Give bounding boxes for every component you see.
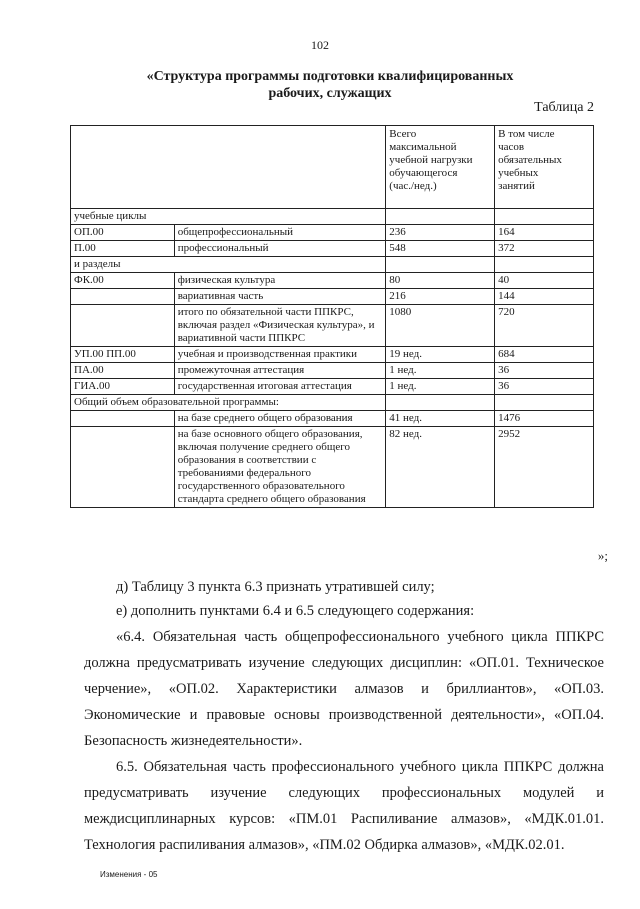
mandatory-cell: 36 [495, 363, 594, 379]
table-row [71, 379, 594, 395]
table-row [71, 395, 594, 411]
table-row [71, 363, 594, 379]
mandatory-cell [495, 257, 594, 273]
code-cell: ФК.00 [71, 273, 175, 289]
header-total-load-line: учебной нагрузки [389, 154, 473, 166]
table-row [71, 241, 594, 257]
name-cell: промежуточная аттестация [174, 363, 386, 379]
code-cell: ОП.00 [71, 225, 175, 241]
header-mandatory-hours-line: занятий [498, 180, 535, 192]
name-cell: физическая культура [174, 273, 386, 289]
code-cell [71, 427, 175, 508]
header-mandatory-hours [495, 126, 594, 209]
section-label-cell: Общий объем образовательной программы: [71, 395, 386, 411]
table-row [71, 411, 594, 427]
total-cell: 216 [386, 289, 495, 305]
header-mandatory-hours-line: В том числе [498, 128, 555, 140]
name-cell: итого по обязательной части ППКРС, включая раздел «Физическая культура», и вариативной части ППКРС [174, 305, 386, 347]
name-cell: государственная итоговая аттестация [174, 379, 386, 395]
table-row [71, 225, 594, 241]
header-total-load-line: обучающегося [389, 167, 458, 179]
table-row [71, 257, 594, 273]
table-row [71, 273, 594, 289]
footer-note: Изменения - 05 [100, 870, 158, 879]
code-cell [71, 411, 175, 427]
code-cell: ГИА.00 [71, 379, 175, 395]
total-cell: 236 [386, 225, 495, 241]
code-cell: УП.00 ПП.00 [71, 347, 175, 363]
code-cell [71, 305, 175, 347]
header-mandatory-hours-line: учебных [498, 167, 539, 179]
name-cell: вариативная часть [174, 289, 386, 305]
name-cell: профессиональный [174, 241, 386, 257]
total-cell: 1080 [386, 305, 495, 347]
mandatory-cell: 372 [495, 241, 594, 257]
title-line-2: рабочих, служащих [268, 86, 392, 101]
name-cell: общепрофессиональный [174, 225, 386, 241]
header-total-load-line: Всего [389, 128, 417, 140]
program-structure-table [70, 125, 594, 508]
total-cell: 1 нед. [386, 379, 495, 395]
page-number: 102 [311, 38, 329, 52]
section-label-cell: учебные циклы [71, 209, 386, 225]
table-row [71, 289, 594, 305]
name-cell: учебная и производственная практики [174, 347, 386, 363]
paragraph-d: д) Таблицу 3 пункта 6.3 признать утратившей силу; [116, 579, 435, 595]
code-cell [71, 289, 175, 305]
total-cell [386, 209, 495, 225]
total-cell: 41 нед. [386, 411, 495, 427]
total-cell: 548 [386, 241, 495, 257]
mandatory-cell: 164 [495, 225, 594, 241]
name-cell: на базе основного общего образования, включая получение среднего общего образования в соответствии с требованиями федерального государственного образовательного стандарта среднего общего образования [174, 427, 386, 508]
title-line-1: «Структура программы подготовки квалифицированных [146, 69, 514, 84]
name-cell: на базе среднего общего образования [174, 411, 386, 427]
mandatory-cell: 36 [495, 379, 594, 395]
header-mandatory-hours-line: часов [498, 141, 525, 153]
table-label: Таблица 2 [534, 100, 594, 115]
closing-quote-mark: »; [597, 548, 608, 563]
mandatory-cell: 144 [495, 289, 594, 305]
total-cell [386, 395, 495, 411]
paragraph-6-5: 6.5. Обязательная часть профессионального учебного цикла ППКРС должна предусматривать изучение следующих профессиональных модулей и междисциплинарных курсов: «ПМ.01 Распиливание алмазов», «МДК.01.01. Технология распиливания алмазов», «ПМ.02 Обдирка алмазов», «МДК.02.01. [84, 759, 604, 853]
mandatory-cell [495, 395, 594, 411]
mandatory-cell: 2952 [495, 427, 594, 508]
total-cell: 19 нед. [386, 347, 495, 363]
total-cell [386, 257, 495, 273]
table-row [71, 427, 594, 508]
total-cell: 1 нед. [386, 363, 495, 379]
mandatory-cell: 1476 [495, 411, 594, 427]
mandatory-cell [495, 209, 594, 225]
header-total-load [386, 126, 495, 209]
header-total-load-line: максимальной [389, 141, 457, 153]
paragraph-6-4: «6.4. Обязательная часть общепрофессионального учебного цикла ППКРС должна предусматривать изучение следующих дисциплин: «ОП.01. Техническое черчение», «ОП.02. Характеристики алмазов и бриллиантов», «ОП.03. Экономические и правовые основы производственной деятельности», «ОП.04. Безопасность жизнедеятельности». [84, 629, 604, 749]
total-cell: 82 нед. [386, 427, 495, 508]
code-cell: П.00 [71, 241, 175, 257]
paragraph-e: е) дополнить пунктами 6.4 и 6.5 следующего содержания: [116, 603, 475, 619]
mandatory-cell: 720 [495, 305, 594, 347]
code-cell: ПА.00 [71, 363, 175, 379]
mandatory-cell: 684 [495, 347, 594, 363]
total-cell: 80 [386, 273, 495, 289]
header-mandatory-hours-line: обязательных [498, 154, 562, 166]
table-row [71, 209, 594, 225]
header-total-load-line: (час./нед.) [389, 180, 437, 192]
document-title [120, 68, 540, 102]
mandatory-cell: 40 [495, 273, 594, 289]
table-row [71, 305, 594, 347]
section-label-cell: и разделы [71, 257, 386, 273]
header-empty-cell [71, 126, 386, 209]
table-row [71, 347, 594, 363]
table-header-row [71, 126, 594, 209]
